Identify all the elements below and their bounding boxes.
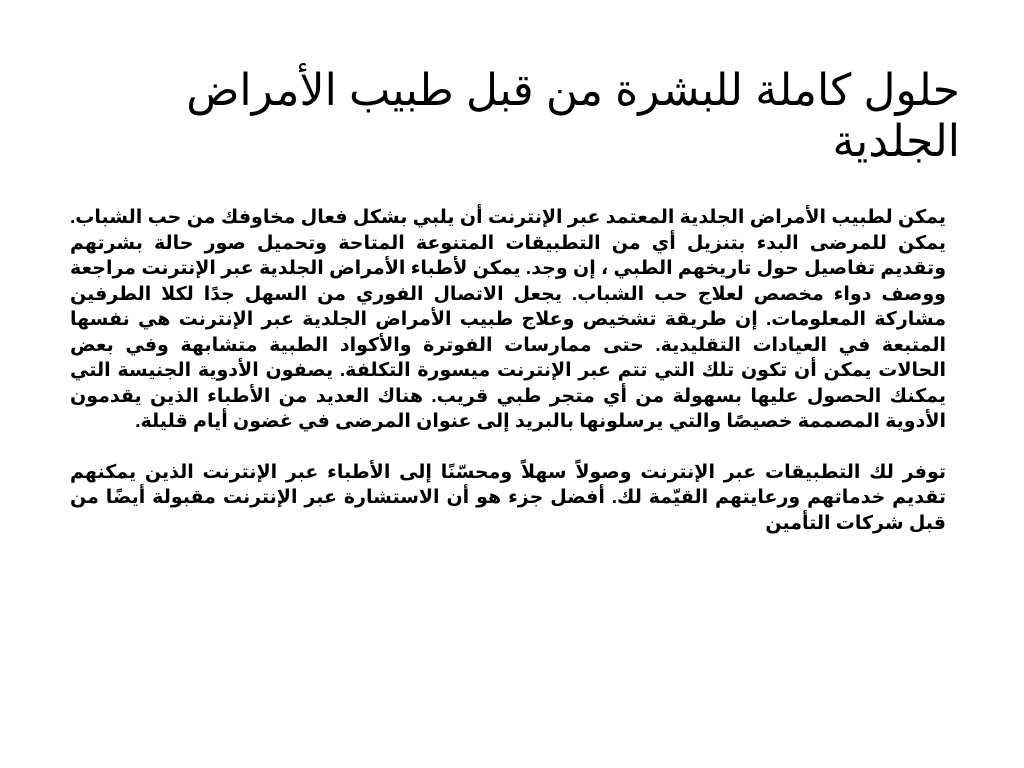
slide-body xyxy=(70,205,946,536)
slide-title: حلول كاملة للبشرة من قبل طبيب الأمراض الجلدية xyxy=(186,66,960,166)
body-paragraph-1: يمكن لطبيب الأمراض الجلدية المعتمد عبر الإنترنت أن يلبي بشكل فعال مخاوفك من حب الشباب. يمكن للمرضى البدء بتنزيل أي من التطبيقات المتنوعة المتاحة وتحميل صور حالة بشرتهم وتقديم تفاصيل حول تاريخهم الطبي ، إن وجد. يمكن لأطباء الأمراض الجلدية عبر الإنترنت مراجعة ووصف دواء مخصص لعلاج حب الشباب. يجعل الاتصال الفوري من السهل جدًا لكلا الطرفين مشاركة المعلومات. إن طريقة تشخيص وعلاج طبيب الأمراض الجلدية عبر الإنترنت هي نفسها المتبعة في العيادات التقليدية. حتى ممارسات الفوترة والأكواد الطبية متشابهة وفي بعض الحالات يمكن أن تكون تلك التي تتم عبر الإنترنت ميسورة التكلفة. يصفون الأدوية الجنيسة التي يمكنك الحصول عليها بسهولة من أي متجر طبي قريب. هناك العديد من الأطباء الذين يقدمون الأدوية المصممة خصيصًا والتي يرسلونها بالبريد إلى عنوان المرضى في غضون أيام قليلة. xyxy=(70,207,946,432)
body-paragraph-2: توفر لك التطبيقات عبر الإنترنت وصولاً سهلاً ومحسّنًا إلى الأطباء عبر الإنترنت الذين يمكنهم تقديم خدماتهم ورعايتهم القيّمة لك. أفضل جزء هو أن الاستشارة عبر الإنترنت مقبولة أيضًا من قبل شركات التأمين xyxy=(70,461,946,534)
